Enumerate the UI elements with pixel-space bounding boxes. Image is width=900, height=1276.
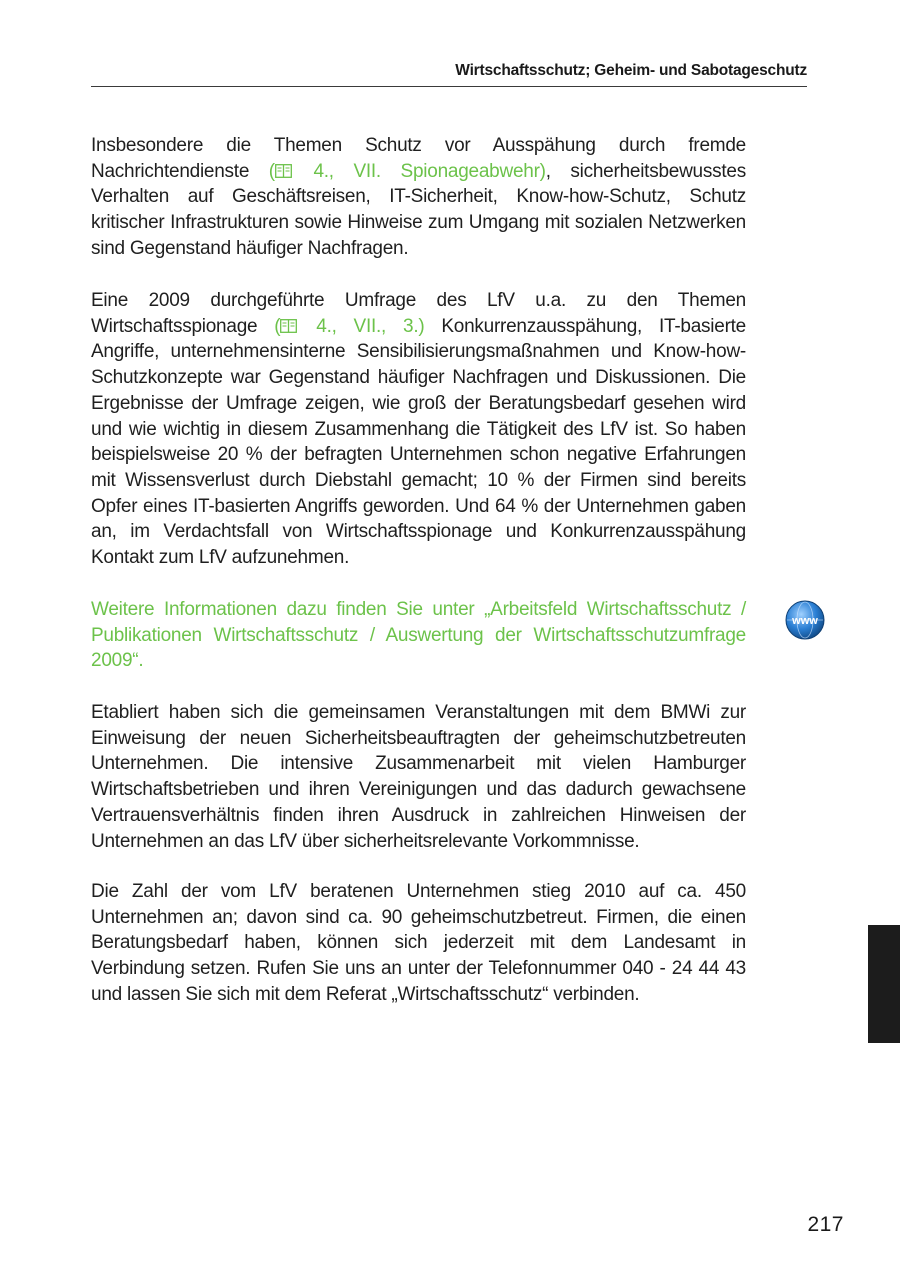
chapter-tab (868, 925, 900, 1043)
running-header: Wirtschaftsschutz; Geheim- und Sabotageschutz (455, 62, 807, 79)
header-rule (91, 86, 807, 87)
paragraph-4: Etabliert haben sich die gemeinsamen Veranstaltungen mit dem BMWi zur Einweisung der neuen Sicherheitsbeauftragten der geheimschutzbetreuten Unternehmen. Die intensive Zusammenarbeit mit vielen Hamburger Wirtschaftsbetrieben und ihren Vereinigungen und das dadurch gewachsene Vertrauensverhältnis finden ihren Ausdruck in zahlreichen Hinweisen der Unternehmen an das LfV über sicherheitsrelevante Vorkommnisse. (91, 702, 746, 852)
paragraph-2 (91, 288, 746, 571)
cross-reference-link[interactable]: ( 4., VII., 3.) (274, 315, 425, 337)
paragraph-5: Die Zahl der vom LfV beratenen Unternehmen stieg 2010 auf ca. 450 Unternehmen an; davon sind ca. 90 geheimschutzbetreut. Firmen, die einen Beratungsbedarf haben, können sich jederzeit mit dem Landesamt in Verbindung setzen. Rufen Sie uns an unter der Telefonnummer 040 - 24 44 43 und lassen Sie sich mit dem Referat „Wirtschaftsschutz“ verbinden. (91, 881, 746, 1005)
web-info-paragraph: Weitere Informationen dazu finden Sie unter „Arbeitsfeld Wirtschaftsschutz / Publikationen Wirtschaftsschutz / Auswertung der Wirtschaftsschutzumfrage 2009“. (91, 599, 746, 672)
book-icon (275, 164, 292, 178)
paragraph-text: , sicherheitsbewusstes Verhalten auf Geschäftsreisen, IT-Sicherheit, Know-how-Schutz, Schutz kritischer Infrastrukturen sowie Hinweise zum Umgang mit sozialen Netzwerken sind Gegenstand häufiger Nachfragen. (91, 160, 746, 259)
paragraph-text: Konkurrenzausspähung, IT-basierte Angriffe, unternehmensinterne Sensibilisierungsmaßnahmen und Know-how-Schutzkonzepte war Gegenstand häufiger Nachfragen und Diskussionen. Die Ergebnisse der Umfrage zeigen, wie groß der Beratungsbedarf gesehen wird und wie wichtig in diesem Zusammenhang die Tätigkeit des LfV ist. So haben beispielsweise 20 % der befragten Unternehmen schon negative Erfahrungen mit Wissensverlust durch Diebstahl gemacht; 10 % der Firmen sind bereits Opfer eines IT-basierten Angriffs geworden. Und 64 % der Unternehmen gaben an, im Verdachtsfall von Wirtschaftsspionage und Konkurrenzausspähung Kontakt zum LfV aufzunehmen. (91, 315, 746, 569)
www-icon[interactable] (785, 600, 825, 640)
paragraph-1 (91, 133, 746, 262)
page-number: 217 (807, 1213, 844, 1236)
cross-reference-link[interactable]: ( 4., VII. Spionageabwehr) (268, 160, 546, 182)
www-icon-label: www (792, 615, 818, 627)
book-icon (280, 319, 297, 333)
paragraph-text: Eine 2009 durchgeführte Umfrage des LfV u.a. zu den Themen Wirtschaftsspionage (91, 290, 746, 337)
paragraph-text: Insbesondere die Themen Schutz vor Ausspähung durch fremde Nachrichtendienste (91, 135, 746, 182)
